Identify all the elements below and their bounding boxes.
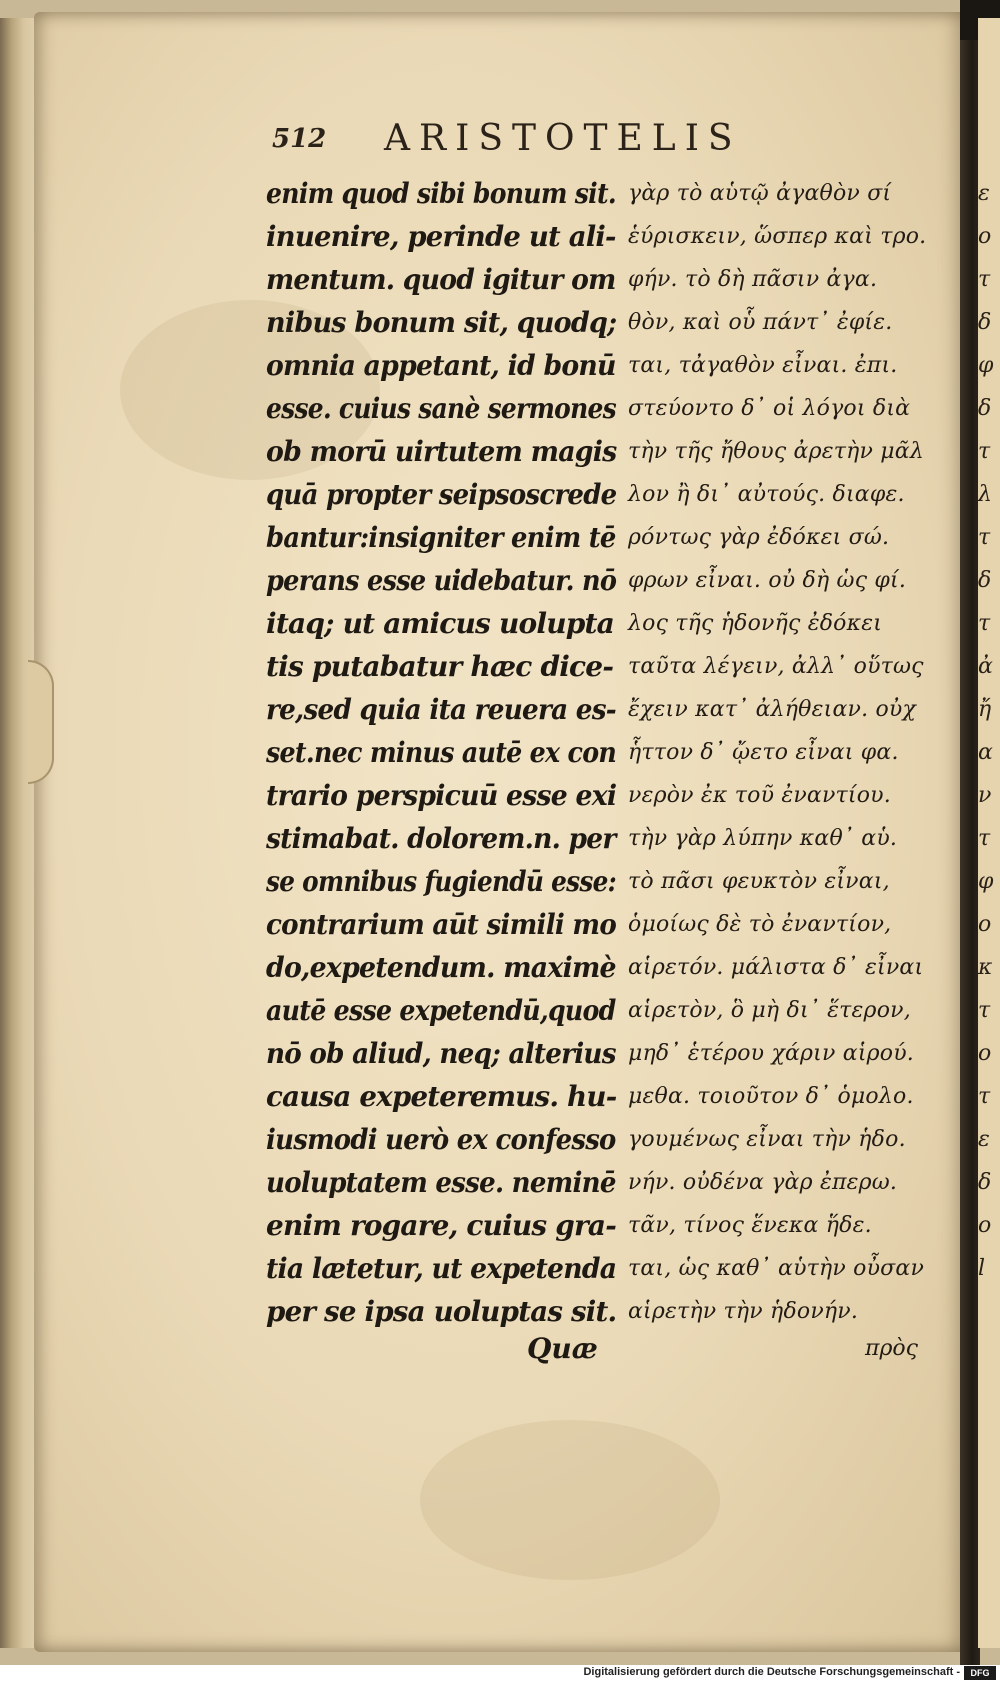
- greek-text-line: γουμένως εἶναι τὴν ἡδο.: [628, 1127, 906, 1152]
- latin-text-line: contrarium aūt simili mo: [266, 908, 617, 941]
- running-head: ARISTOTELIS: [384, 118, 742, 159]
- greek-text-line: μηδ᾽ ἑτέρου χάριν αἱρού.: [628, 1041, 914, 1066]
- greek-text-line: ται, τἀγαθὸν εἶναι. ἐπι.: [628, 353, 898, 378]
- facing-page-letter: ο: [978, 224, 992, 249]
- greek-text-line: λον ἢ δι᾽ αὐτούς. διαφε.: [628, 482, 905, 507]
- paper-stain: [420, 1420, 720, 1580]
- facing-page-letter: τ: [978, 611, 991, 636]
- greek-text-line: νερὸν ἐκ τοῦ ἐναντίου.: [628, 783, 891, 808]
- greek-text-line: τὴν γὰρ λύπην καθ᾽ αὑ.: [628, 826, 898, 851]
- greek-text-line: ται, ὡς καθ᾽ αὑτὴν οὖσαν: [628, 1256, 925, 1281]
- facing-page-letter: ο: [978, 1041, 992, 1066]
- latin-text-line: tis putabatur hæc dice-: [266, 650, 614, 683]
- latin-text-line: perans esse uidebatur. nō: [266, 564, 617, 597]
- facing-page-letter: α: [978, 740, 993, 765]
- latin-text-line: mentum. quod igitur om: [266, 263, 616, 296]
- facing-page-letter: ο: [978, 912, 992, 937]
- latin-text-line: nibus bonum sit, quodq;: [266, 306, 617, 339]
- greek-text-line: τὸ πᾶσι φευκτὸν εἶναι,: [628, 869, 890, 894]
- latin-text-line: stimabat. dolorem.n. per: [266, 822, 616, 855]
- page-number: 512: [272, 124, 327, 154]
- greek-text-line: στεύοντο δ᾽ οἱ λόγοι διὰ: [628, 396, 911, 421]
- greek-text-line: ταῦτα λέγειν, ἀλλ᾽ οὕτως: [628, 654, 924, 679]
- greek-catchword: πρὸς: [865, 1336, 918, 1361]
- greek-text-line: θὸν, καὶ οὗ πάντ᾽ ἐφίε.: [628, 310, 893, 335]
- greek-text-line: τᾶν, τίνος ἕνεκα ἥδε.: [628, 1213, 872, 1238]
- latin-text-line: trario perspicuū esse exi: [266, 779, 617, 812]
- greek-text-line: τὴν τῆς ἤθους ἀρετὴν μᾶλ: [628, 439, 924, 464]
- latin-text-line: re,sed quia ita reuera es-: [266, 693, 616, 726]
- latin-text-line: do,expetendum. maximè: [266, 951, 616, 984]
- latin-text-line: quā propter seipsoscrede: [266, 478, 617, 511]
- facing-page-letter: ε: [978, 181, 990, 206]
- latin-text-line: itaq; ut amicus uolupta: [266, 607, 615, 640]
- greek-text-line: μεθα. τοιοῦτον δ᾽ ὁμολο.: [628, 1084, 914, 1109]
- greek-text-line: νήν. οὐδένα γὰρ ἐπερω.: [628, 1170, 898, 1195]
- latin-text-line: ob morū uirtutem magis: [266, 435, 617, 468]
- facing-page-text-fragment: [978, 172, 1000, 1290]
- facing-page-letter: δ: [978, 1170, 992, 1195]
- facing-page-letter: ε: [978, 1127, 990, 1152]
- greek-text-line: αἱρετόν. μάλιστα δ᾽ εἶναι: [628, 955, 924, 980]
- facing-page-letter: δ: [978, 568, 992, 593]
- latin-text-line: se omnibus fugiendū esse:: [266, 865, 617, 898]
- footer-credit: Digitalisierung gefördert durch die Deutsche Forschungsgemeinschaft -: [583, 1666, 960, 1678]
- facing-page-letter: τ: [978, 267, 991, 292]
- latin-text-line: enim rogare, cuius gra-: [266, 1209, 617, 1242]
- digitization-footer: [0, 1665, 1000, 1682]
- latin-text-line: omnia appetant, id bonū: [266, 349, 616, 382]
- latin-text-line: enim quod sibi bonum sit.: [266, 177, 616, 210]
- facing-page-letter: λ: [978, 482, 992, 507]
- facing-page-letter: ἤ: [978, 697, 992, 722]
- greek-text-line: ἔχειν κατ᾽ ἀλήθειαν. οὐχ: [628, 697, 917, 722]
- book-gutter: [960, 0, 980, 1665]
- facing-page-letter: δ: [978, 310, 992, 335]
- latin-text-line: iusmodi uerò ex confesso: [266, 1123, 616, 1156]
- latin-text-line: bantur:insigniter enim tē: [266, 521, 616, 554]
- latin-text-line: tia lætetur, ut expetenda: [266, 1252, 617, 1285]
- latin-text-line: per se ipsa uoluptas sit.: [266, 1295, 617, 1328]
- facing-page-letter: τ: [978, 439, 991, 464]
- greek-text-line: φρων εἶναι. οὐ δὴ ὡς φί.: [628, 568, 907, 593]
- greek-text-line: αἱρετὸν, ὃ μὴ δι᾽ ἕτερον,: [628, 998, 911, 1023]
- facing-page-letter: τ: [978, 998, 991, 1023]
- greek-text-line: αἱρετὴν τὴν ἡδονήν.: [628, 1299, 859, 1324]
- latin-text-line: uoluptatem esse. neminē: [266, 1166, 616, 1199]
- greek-text-line: ἧττον δ᾽ ᾤετο εἶναι φα.: [628, 740, 899, 765]
- latin-text-line: autē esse expetendū,quod: [266, 994, 616, 1027]
- facing-page-letter: τ: [978, 826, 991, 851]
- facing-page-letter: ν: [978, 783, 992, 808]
- greek-text-line: φήν. τὸ δὴ πᾶσιν ἀγα.: [628, 267, 878, 292]
- page-tab-notch: [28, 660, 54, 784]
- latin-text-line: inuenire, perinde ut ali-: [266, 220, 616, 253]
- greek-text-line: ὁμοίως δὲ τὸ ἐναντίον,: [628, 912, 892, 937]
- page-header: [272, 118, 812, 158]
- facing-page-letter: τ: [978, 525, 991, 550]
- latin-text-line: nō ob aliud, neq; alterius: [266, 1037, 616, 1070]
- greek-text-line: λος τῆς ἡδονῆς ἐδόκει: [628, 611, 883, 636]
- greek-text-line: ἑύρισκειν, ὥσπερ καὶ τρο.: [628, 224, 927, 249]
- facing-page-letter: τ: [978, 1084, 991, 1109]
- facing-page-letter: δ: [978, 396, 992, 421]
- latin-text-line: esse. cuius sanè sermones: [266, 392, 616, 425]
- latin-text-line: causa expeteremus. hu-: [266, 1080, 617, 1113]
- latin-text-line: set.nec minus autē ex con: [266, 736, 617, 769]
- facing-page-letter: φ: [978, 869, 994, 894]
- latin-text-column: [266, 172, 616, 1333]
- greek-text-line: ρόντως γὰρ ἐδόκει σώ.: [628, 525, 890, 550]
- facing-page-letter: ο: [978, 1213, 992, 1238]
- facing-page-letter: φ: [978, 353, 994, 378]
- facing-page-letter: l: [978, 1256, 986, 1281]
- greek-text-line: γὰρ τὸ αὑτῷ ἀγαθὸν σί: [628, 181, 892, 206]
- facing-page-letter: κ: [978, 955, 993, 980]
- dfg-logo: DFG: [964, 1666, 996, 1680]
- greek-text-column: [628, 172, 942, 1333]
- facing-page-letter: ἀ: [978, 654, 993, 679]
- latin-catchword: Quæ: [527, 1332, 598, 1365]
